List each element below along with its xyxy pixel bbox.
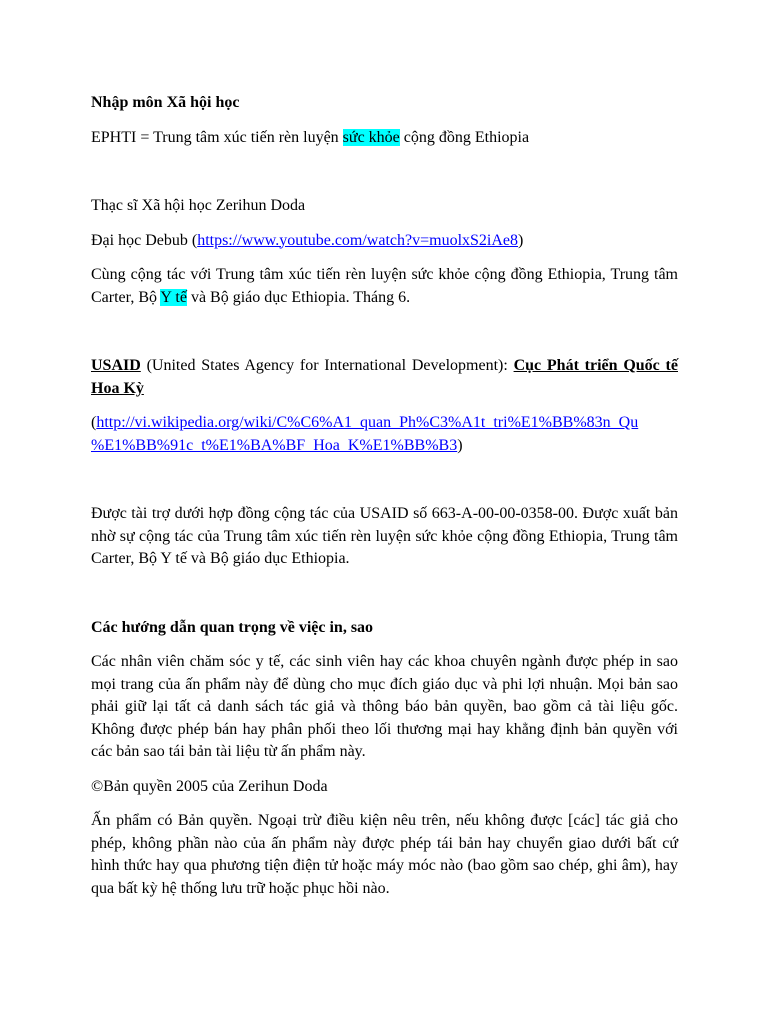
highlight-health: sức khỏe [342,128,400,146]
spacer [91,321,678,355]
rights-paragraph: Ấn phẩm có Bản quyền. Ngoại trừ điều kiện nêu trên, nếu không được [các] tác giả cho phép, không phần nào của ấn phẩm này được phép tái bản hay chuyển giao dưới bất cứ hình thức hay qua phương tiện điện tử hoặc máy móc nào (bao gồm sao chép, ghi âm), hay qua bất kỳ hệ thống lưu trữ hoặc phục hồi nào. [91,812,678,897]
guidelines-paragraph: Các nhân viên chăm sóc y tế, các sinh viên hay các khoa chuyên ngành được phép in sao mọi trang của ấn phẩm này để dùng cho mục đích giáo dục và phi lợi nhuận. Mọi bản sao phải giữ lại tất cả danh sách tác giả và thông báo bản quyền, bao gồm cả tài liệu gốc. Không được phép bán hay phân phối theo lối thương mại hay khẳng định bản quyền với các bản sao tái bản tài liệu từ ấn phẩm này. [91,653,678,760]
funding-paragraph: Được tài trợ dưới hợp đồng cộng tác của USAID số 663-A-00-00-0358-00. Được xuất bản nhờ sự cộng tác của Trung tâm xúc tiến rèn luyện sức khỏe cộng đồng Ethiopia, Trung tâm Carter, Bộ Y tế và Bộ giáo dục Ethiopia. [91,505,678,567]
spacer [91,583,678,617]
wikipedia-link-part2: %E1%BB%91c_t%E1%BA%BF_Hoa_K%E1%BB%B3 [91,436,458,454]
author-line: Thạc sĩ Xã hội học Zerihun Doda [91,197,306,214]
usaid-line [91,355,678,400]
ephti-text-end: cộng đồng Ethiopia [399,128,530,146]
university-text: Đại học Debub ( [91,231,198,249]
university-line [91,230,678,253]
wikipedia-link-line [91,412,678,457]
highlight-ministry-health: Y tế [160,288,187,306]
usaid-abbr: USAID [91,357,141,374]
spacer [91,161,678,195]
copyright-line: ©Bản quyền 2005 của Zerihun Doda [91,777,328,795]
ephti-line [91,127,678,150]
document-title: Nhập môn Xã hội học [91,94,240,111]
collab-paragraph [91,264,678,309]
youtube-link[interactable]: https://www.youtube.com/watch?v=muolxS2iAe8 [197,231,519,249]
ephti-text: EPHTI = Trung tâm xúc tiến rèn luyện [91,128,343,146]
wikipedia-link-part1: http://vi.wikipedia.org/wiki/C%C6%A1_quan_Ph%C3%A1t_tri%E1%BB%83n_Qu [96,414,639,431]
collab-text-end: và Bộ giáo dục Ethiopia. Tháng 6. [186,288,411,306]
usaid-vietnamese: Cục Phát triển Quốc tế Hoa Kỳ [91,357,678,397]
guidelines-heading: Các hướng dẫn quan trọng về việc in, sao [91,618,374,636]
paren-open: ( [91,414,97,431]
document-page [91,92,678,912]
usaid-fullname: (United States Agency for International Development): [140,357,514,374]
university-text-end: ) [518,231,524,249]
paren-close: ) [457,436,463,454]
wikipedia-link[interactable] [91,414,638,454]
collab-text: Cùng cộng tác với Trung tâm xúc tiến rèn luyện sức khỏe cộng đồng Ethiopia, Trung tâm Carter, Bộ [91,266,678,306]
spacer [91,469,678,503]
